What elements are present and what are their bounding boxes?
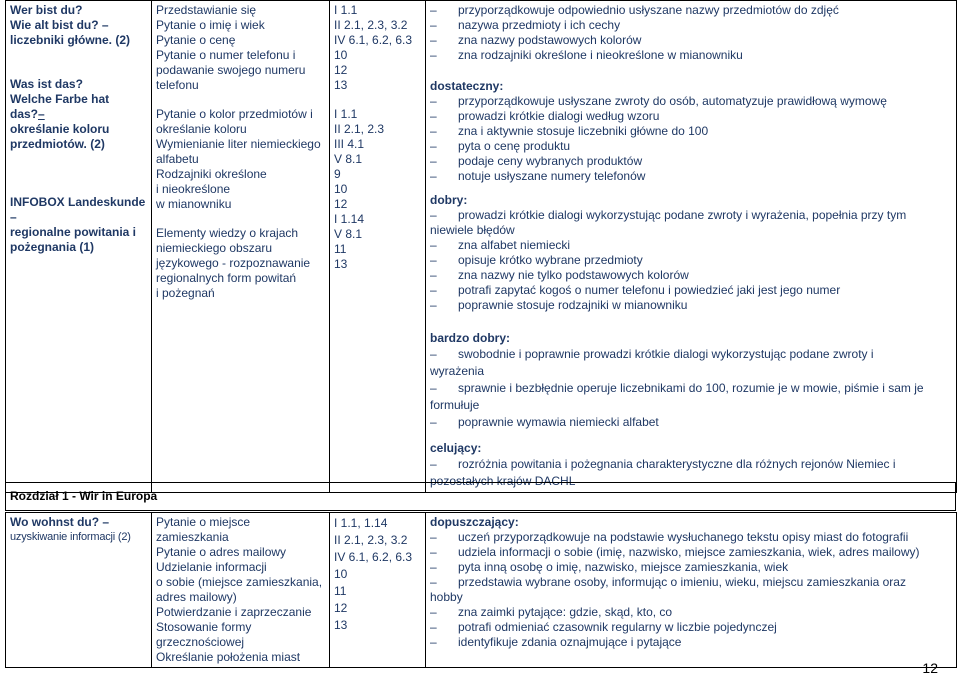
functions-cell bbox=[152, 1, 330, 493]
function-line: Pytanie o cenę bbox=[156, 33, 236, 47]
code-line: 13 bbox=[334, 618, 348, 632]
requirement-item: – poprawnie stosuje rodzajniki w mianowniku bbox=[430, 298, 688, 312]
topic-dash: – bbox=[99, 515, 110, 529]
grade-label-dobry: dobry: bbox=[430, 193, 468, 207]
function-line: Potwierdzanie i zaprzeczanie bbox=[156, 605, 312, 619]
topic-line: Wie alt bist du? bbox=[10, 18, 99, 32]
requirement-item: – prowadzi krótkie dialogi wykorzystując podane zwroty i wyrażenia, popełnia przy tym bbox=[430, 208, 907, 222]
code-line: 13 bbox=[334, 257, 348, 271]
function-line: regionalnych form powitań bbox=[156, 271, 297, 285]
function-line: Stosowanie formy bbox=[156, 620, 252, 634]
requirement-item: – rozróżnia powitania i pożegnania charakterystyczne dla różnych rejonów Niemiec i bbox=[430, 457, 896, 471]
code-line: 9 bbox=[334, 167, 341, 181]
topic-line: Wer bist du? bbox=[10, 3, 83, 17]
code-line: V 8.1 bbox=[334, 227, 363, 241]
function-line: Pytanie o adres mailowy bbox=[156, 545, 287, 559]
code-line: I 1.14 bbox=[334, 212, 365, 226]
requirement-item: – podaje ceny wybranych produktów bbox=[430, 154, 643, 168]
requirements-cell bbox=[426, 1, 957, 493]
function-line: telefonu bbox=[156, 78, 199, 92]
grade-label-dopuszczajacy: dopuszczający: bbox=[430, 515, 519, 529]
topic-count: (2) bbox=[115, 531, 131, 543]
requirement-item: – potrafi odmieniać czasownik regularny w liczbie pojedynczej bbox=[430, 620, 777, 634]
code-line: I 1.1, 1.14 bbox=[334, 516, 388, 530]
function-line: w mianowniku bbox=[156, 197, 232, 211]
requirement-item: – poprawnie wymawia niemiecki alfabet bbox=[430, 415, 659, 429]
function-line: Przedstawianie się bbox=[156, 3, 257, 17]
topic-line: uzyskiwanie informacji bbox=[10, 531, 116, 543]
requirement-continuation: pozostałych krajów DACHL bbox=[430, 474, 576, 488]
function-line: grzecznościowej bbox=[156, 635, 245, 649]
topic-line: Welche Farbe hat das? bbox=[10, 92, 110, 121]
function-line: określanie koloru bbox=[156, 122, 247, 136]
topic-dash: – bbox=[38, 107, 45, 121]
requirement-item: – swobodnie i poprawnie prowadzi krótkie dialogi wykorzystując podane zwroty i bbox=[430, 347, 874, 361]
topic-cell bbox=[6, 513, 152, 668]
code-line: IV 6.1, 6.2, 6.3 bbox=[334, 550, 413, 564]
requirement-item: – prowadzi krótkie dialogi według wzoru bbox=[430, 109, 660, 123]
topic-line: liczebniki główne. (2) bbox=[10, 33, 131, 47]
function-line: Pytanie o imię i wiek bbox=[156, 18, 265, 32]
code-line: 12 bbox=[334, 63, 348, 77]
requirement-item: – notuje usłyszane numery telefonów bbox=[430, 169, 646, 183]
bottom-table bbox=[5, 512, 957, 668]
topic-line: Was ist das? bbox=[10, 77, 83, 91]
topic-line: INFOBOX Landeskunde – bbox=[10, 195, 146, 224]
code-line: II 2.1, 2.3, 3.2 bbox=[334, 18, 408, 32]
topic-line: przedmiotów. (2) bbox=[10, 137, 105, 151]
requirement-item: – zna rodzajniki określone i nieokreślone w mianowniku bbox=[430, 48, 743, 62]
function-line: Rodzajniki określone bbox=[156, 167, 267, 181]
requirement-item: – nazywa przedmioty i ich cechy bbox=[430, 18, 621, 32]
code-line: II 2.1, 2.3, 3.2 bbox=[334, 533, 408, 547]
functions-cell bbox=[152, 513, 330, 668]
codes-cell bbox=[330, 513, 426, 668]
page-number: 12 bbox=[922, 660, 938, 676]
requirement-item: – pyta inną osobę o imię, nazwisko, miejsce zamieszkania, wiek bbox=[430, 560, 789, 574]
code-line: V 8.1 bbox=[334, 152, 363, 166]
code-line: IV 6.1, 6.2, 6.3 bbox=[334, 33, 413, 47]
function-line: językowego - rozpoznawanie bbox=[156, 256, 311, 270]
requirement-item: – udziela informacji o sobie (imię, nazwisko, miejsce zamieszkania, wiek, adres mailowy) bbox=[430, 545, 920, 559]
requirement-continuation: hobby bbox=[430, 590, 463, 604]
function-line: Pytanie o miejsce zamieszkania bbox=[156, 515, 251, 544]
top-table bbox=[5, 0, 957, 493]
topic-line: regionalne powitania i bbox=[10, 225, 137, 239]
function-line: o sobie (miejsce zamieszkania, bbox=[156, 575, 323, 589]
function-line: alfabetu bbox=[156, 152, 199, 166]
grade-label-bardzo-dobry: bardzo dobry: bbox=[430, 331, 510, 345]
function-line: podawanie swojego numeru bbox=[156, 63, 306, 77]
code-line: II 2.1, 2.3 bbox=[334, 122, 385, 136]
code-line: III 4.1 bbox=[334, 137, 365, 151]
requirement-item: – zna zaimki pytające: gdzie, skąd, kto, co bbox=[430, 605, 673, 619]
code-line: 10 bbox=[334, 48, 348, 62]
topic-line: Wo wohnst du? bbox=[10, 515, 100, 529]
code-line: 13 bbox=[334, 78, 348, 92]
requirement-item: – identyfikuje zdania oznajmujące i pytające bbox=[430, 635, 682, 649]
code-line: 12 bbox=[334, 601, 348, 615]
code-line: 10 bbox=[334, 567, 348, 581]
function-line: i nieokreślone bbox=[156, 182, 231, 196]
topic-dash: – bbox=[98, 18, 109, 32]
code-line: I 1.1 bbox=[334, 3, 358, 17]
requirement-item: – uczeń przyporządkowuje na podstawie wysłuchanego tekstu opisy miast do fotografii bbox=[430, 530, 909, 544]
topic-line: określanie koloru bbox=[10, 122, 110, 136]
requirement-continuation: formułuje bbox=[430, 398, 480, 412]
chapter-heading: Rozdział 1 - Wir in Europa bbox=[6, 483, 956, 511]
function-line: Wymienianie liter niemieckiego bbox=[156, 137, 321, 151]
function-line: Elementy wiedzy o krajach bbox=[156, 226, 299, 240]
requirement-item: – pyta o cenę produktu bbox=[430, 139, 571, 153]
function-line: adres mailowy) bbox=[156, 590, 237, 604]
code-line: 11 bbox=[334, 584, 347, 598]
requirement-item: – sprawnie i bezbłędnie operuje liczebnikami do 100, rozumie je w mowie, piśmie i sam je bbox=[430, 381, 924, 395]
code-line: 10 bbox=[334, 182, 348, 196]
code-line: 12 bbox=[334, 197, 348, 211]
requirement-continuation: niewiele błędów bbox=[430, 223, 515, 237]
codes-cell bbox=[330, 1, 426, 493]
grade-label-celujacy: celujący: bbox=[430, 441, 482, 455]
requirement-item: – zna nazwy podstawowych kolorów bbox=[430, 33, 642, 47]
requirement-item: – opisuje krótko wybrane przedmioty bbox=[430, 253, 643, 267]
code-line: 11 bbox=[334, 242, 347, 256]
function-line: niemieckiego obszaru bbox=[156, 241, 273, 255]
topic-line: pożegnania (1) bbox=[10, 240, 95, 254]
function-line: Udzielanie informacji bbox=[156, 560, 267, 574]
function-line: Pytanie o kolor przedmiotów i bbox=[156, 107, 313, 121]
grade-label-dostateczny: dostateczny: bbox=[430, 79, 504, 93]
chapter-table bbox=[5, 482, 956, 511]
requirement-item: – zna i aktywnie stosuje liczebniki główne do 100 bbox=[430, 124, 709, 138]
function-line: Pytanie o numer telefonu i bbox=[156, 48, 296, 62]
requirement-item: – zna alfabet niemiecki bbox=[430, 238, 571, 252]
requirement-continuation: wyrażenia bbox=[430, 364, 485, 378]
requirement-item: – przedstawia wybrane osoby, informując o imieniu, wieku, miejscu zamieszkania oraz bbox=[430, 575, 906, 589]
function-line: i pożegnań bbox=[156, 286, 215, 300]
requirements-cell bbox=[426, 513, 957, 668]
requirement-item: – przyporządkowuje usłyszane zwroty do osób, automatyzuje prawidłową wymowę bbox=[430, 94, 887, 108]
code-line: I 1.1 bbox=[334, 107, 358, 121]
requirement-item: – zna nazwy nie tylko podstawowych kolorów bbox=[430, 268, 689, 282]
requirement-item: – przyporządkowuje odpowiednio usłyszane nazwy przedmiotów do zdjęć bbox=[430, 3, 839, 17]
topic-cell bbox=[6, 1, 152, 493]
requirement-item: – potrafi zapytać kogoś o numer telefonu i powiedzieć jaki jest jego numer bbox=[430, 283, 841, 297]
function-line: Określanie położenia miast bbox=[156, 650, 301, 664]
